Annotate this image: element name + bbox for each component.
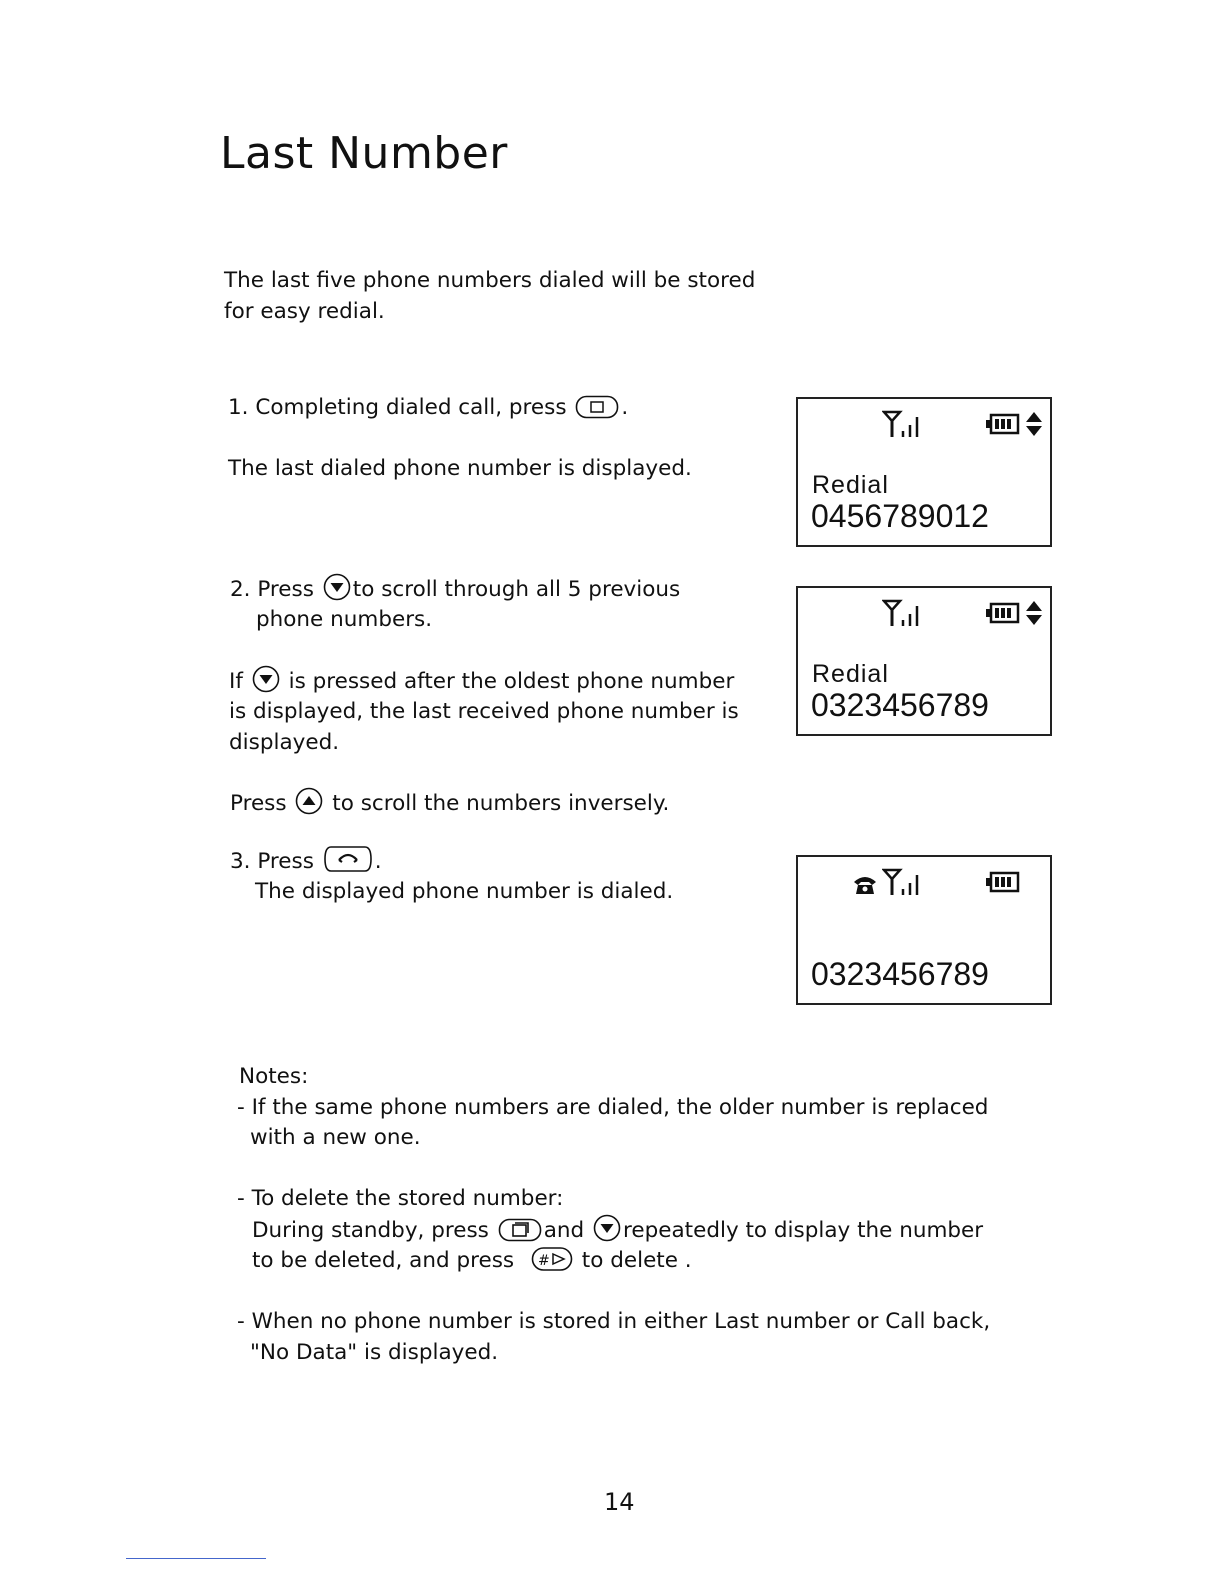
lcd-screen-3	[796, 855, 1052, 1005]
page-number: 14	[604, 1488, 635, 1516]
battery-icon	[986, 413, 1020, 439]
notes-heading: Notes:	[239, 1064, 309, 1089]
note3-line1: - When no phone number is stored in either Last number or Call back,	[237, 1309, 991, 1334]
step2-text-after: to scroll through all 5 previous	[352, 577, 681, 602]
note2-line1: - To delete the stored number:	[237, 1186, 564, 1211]
step2-cont: phone numbers.	[256, 607, 433, 632]
step1-line	[228, 392, 628, 428]
lcd-number: 0323456789	[811, 956, 989, 992]
lcd-screen-2	[796, 586, 1052, 736]
hash-key-icon	[531, 1246, 573, 1281]
battery-icon	[986, 871, 1020, 897]
note2-text-a: During standby, press	[252, 1218, 489, 1243]
antenna-icon	[882, 598, 926, 632]
page-title: Last Number	[220, 128, 508, 179]
note1-line1: - If the same phone numbers are dialed, the older number is replaced	[237, 1095, 989, 1120]
lcd-number: 0456789012	[811, 498, 989, 534]
step3-result: The displayed phone number is dialed.	[255, 879, 674, 904]
step2-if: If	[229, 669, 243, 694]
note1-line2: with a new one.	[250, 1125, 421, 1150]
note2-text-b: and	[543, 1218, 585, 1243]
antenna-icon	[882, 409, 926, 443]
up-down-arrows-icon	[1024, 411, 1044, 441]
intro-line-1: The last five phone numbers dialed will be stored	[224, 268, 756, 293]
note3-line2: "No Data" is displayed.	[250, 1340, 499, 1365]
step2-up-before: Press	[230, 791, 287, 816]
lcd-label: Redial	[812, 471, 889, 499]
note2-text-c: repeatedly to display the number	[623, 1218, 984, 1243]
battery-icon	[986, 602, 1020, 628]
note2-line3	[252, 1245, 692, 1281]
up-key-icon	[295, 787, 323, 824]
step2-if-line3: displayed.	[229, 730, 340, 755]
step1-text: 1. Completing dialed call, press	[228, 395, 567, 420]
step2-text: 2. Press	[230, 577, 314, 602]
lcd-label: Redial	[812, 660, 889, 688]
step1-period: .	[621, 395, 629, 420]
note2-text-d: to be deleted, and press	[252, 1248, 515, 1273]
step2-if-line2: is displayed, the last received phone number is	[229, 699, 739, 724]
svg-text:#: #	[537, 1253, 550, 1269]
step2-if-after: is pressed after the oldest phone number	[288, 669, 735, 694]
lcd-number: 0323456789	[811, 687, 989, 723]
menu-key-icon	[575, 395, 619, 428]
step1-result: The last dialed phone number is displayed.	[228, 456, 692, 481]
step3-period: .	[374, 849, 382, 874]
footer-rule	[126, 1558, 266, 1559]
intro-line-2: for easy redial.	[224, 299, 385, 324]
step2-up-after: to scroll the numbers inversely.	[332, 791, 670, 816]
note2-text-e: to delete .	[581, 1248, 692, 1273]
step3-text: 3. Press	[230, 849, 314, 874]
lcd-screen-1	[796, 397, 1052, 547]
antenna-icon	[882, 867, 926, 901]
up-down-arrows-icon	[1024, 600, 1044, 630]
handset-icon	[852, 873, 878, 899]
step2-up-line	[230, 787, 669, 824]
